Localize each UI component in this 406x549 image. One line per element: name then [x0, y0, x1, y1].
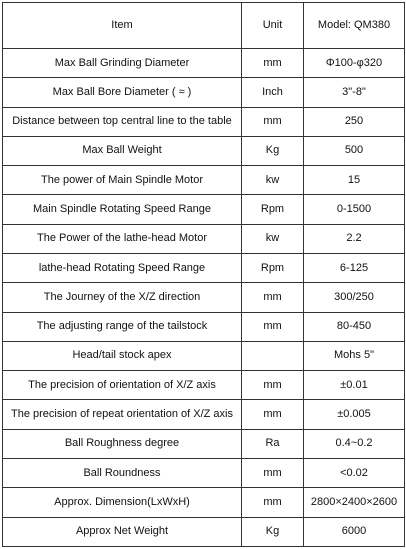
row-unit: mm	[242, 49, 304, 78]
row-unit: mm	[242, 458, 304, 487]
row-value: ±0.005	[304, 400, 405, 429]
row-item: Main Spindle Rotating Speed Range	[3, 195, 242, 224]
row-unit: Rpm	[242, 195, 304, 224]
table-row	[3, 166, 405, 195]
table-row	[3, 224, 405, 253]
row-item: Max Ball Weight	[3, 136, 242, 165]
row-value: ±0.01	[304, 371, 405, 400]
table-row	[3, 400, 405, 429]
row-item: The precision of repeat orientation of X/Z axis	[3, 400, 242, 429]
row-unit: mm	[242, 400, 304, 429]
row-unit: Ra	[242, 429, 304, 458]
row-value: 3"-8"	[304, 78, 405, 107]
row-item: The Power of the lathe-head Motor	[3, 224, 242, 253]
row-unit: kw	[242, 166, 304, 195]
table-row	[3, 312, 405, 341]
row-item: Max Ball Grinding Diameter	[3, 49, 242, 78]
table-row	[3, 253, 405, 282]
header-item: Item	[3, 3, 242, 49]
table-row	[3, 49, 405, 78]
row-value: 2.2	[304, 224, 405, 253]
row-item: Max Ball Bore Diameter ( ≈ )	[3, 78, 242, 107]
table-row	[3, 78, 405, 107]
row-unit: mm	[242, 107, 304, 136]
row-value: 250	[304, 107, 405, 136]
table-row	[3, 341, 405, 370]
row-value: 2800×2400×2600	[304, 488, 405, 517]
row-unit: mm	[242, 488, 304, 517]
row-item: Ball Roundness	[3, 458, 242, 487]
row-item: Head/tail stock apex	[3, 341, 242, 370]
row-value: 15	[304, 166, 405, 195]
table-row	[3, 195, 405, 224]
row-item: Approx. Dimension(LxWxH)	[3, 488, 242, 517]
row-unit	[242, 341, 304, 370]
row-item: The precision of orientation of X/Z axis	[3, 371, 242, 400]
row-item: The adjusting range of the tailstock	[3, 312, 242, 341]
spec-table	[2, 2, 405, 547]
row-value: 500	[304, 136, 405, 165]
row-unit: kw	[242, 224, 304, 253]
table-row	[3, 136, 405, 165]
row-value: 0-1500	[304, 195, 405, 224]
row-item: The power of Main Spindle Motor	[3, 166, 242, 195]
row-unit: Rpm	[242, 253, 304, 282]
row-unit: mm	[242, 371, 304, 400]
header-row	[3, 3, 405, 49]
row-unit: Kg	[242, 517, 304, 547]
row-value: 6-125	[304, 253, 405, 282]
table-row	[3, 283, 405, 312]
table-row	[3, 429, 405, 458]
row-unit: mm	[242, 283, 304, 312]
table-row	[3, 107, 405, 136]
row-item: The Journey of the X/Z direction	[3, 283, 242, 312]
row-value: 300/250	[304, 283, 405, 312]
table-body	[3, 49, 405, 547]
table-row	[3, 488, 405, 517]
header-unit: Unit	[242, 3, 304, 49]
row-value: 80-450	[304, 312, 405, 341]
table-header	[3, 3, 405, 49]
row-unit: Inch	[242, 78, 304, 107]
row-value: 0.4~0.2	[304, 429, 405, 458]
row-value: Mohs 5"	[304, 341, 405, 370]
row-item: lathe-head Rotating Speed Range	[3, 253, 242, 282]
row-value: Φ100-φ320	[304, 49, 405, 78]
row-item: Distance between top central line to the table	[3, 107, 242, 136]
row-value: <0.02	[304, 458, 405, 487]
row-item: Approx Net Weight	[3, 517, 242, 547]
row-item: Ball Roughness degree	[3, 429, 242, 458]
table-row	[3, 517, 405, 547]
header-model: Model: QM380	[304, 3, 405, 49]
row-unit: mm	[242, 312, 304, 341]
row-value: 6000	[304, 517, 405, 547]
row-unit: Kg	[242, 136, 304, 165]
table-row	[3, 371, 405, 400]
table-row	[3, 458, 405, 487]
